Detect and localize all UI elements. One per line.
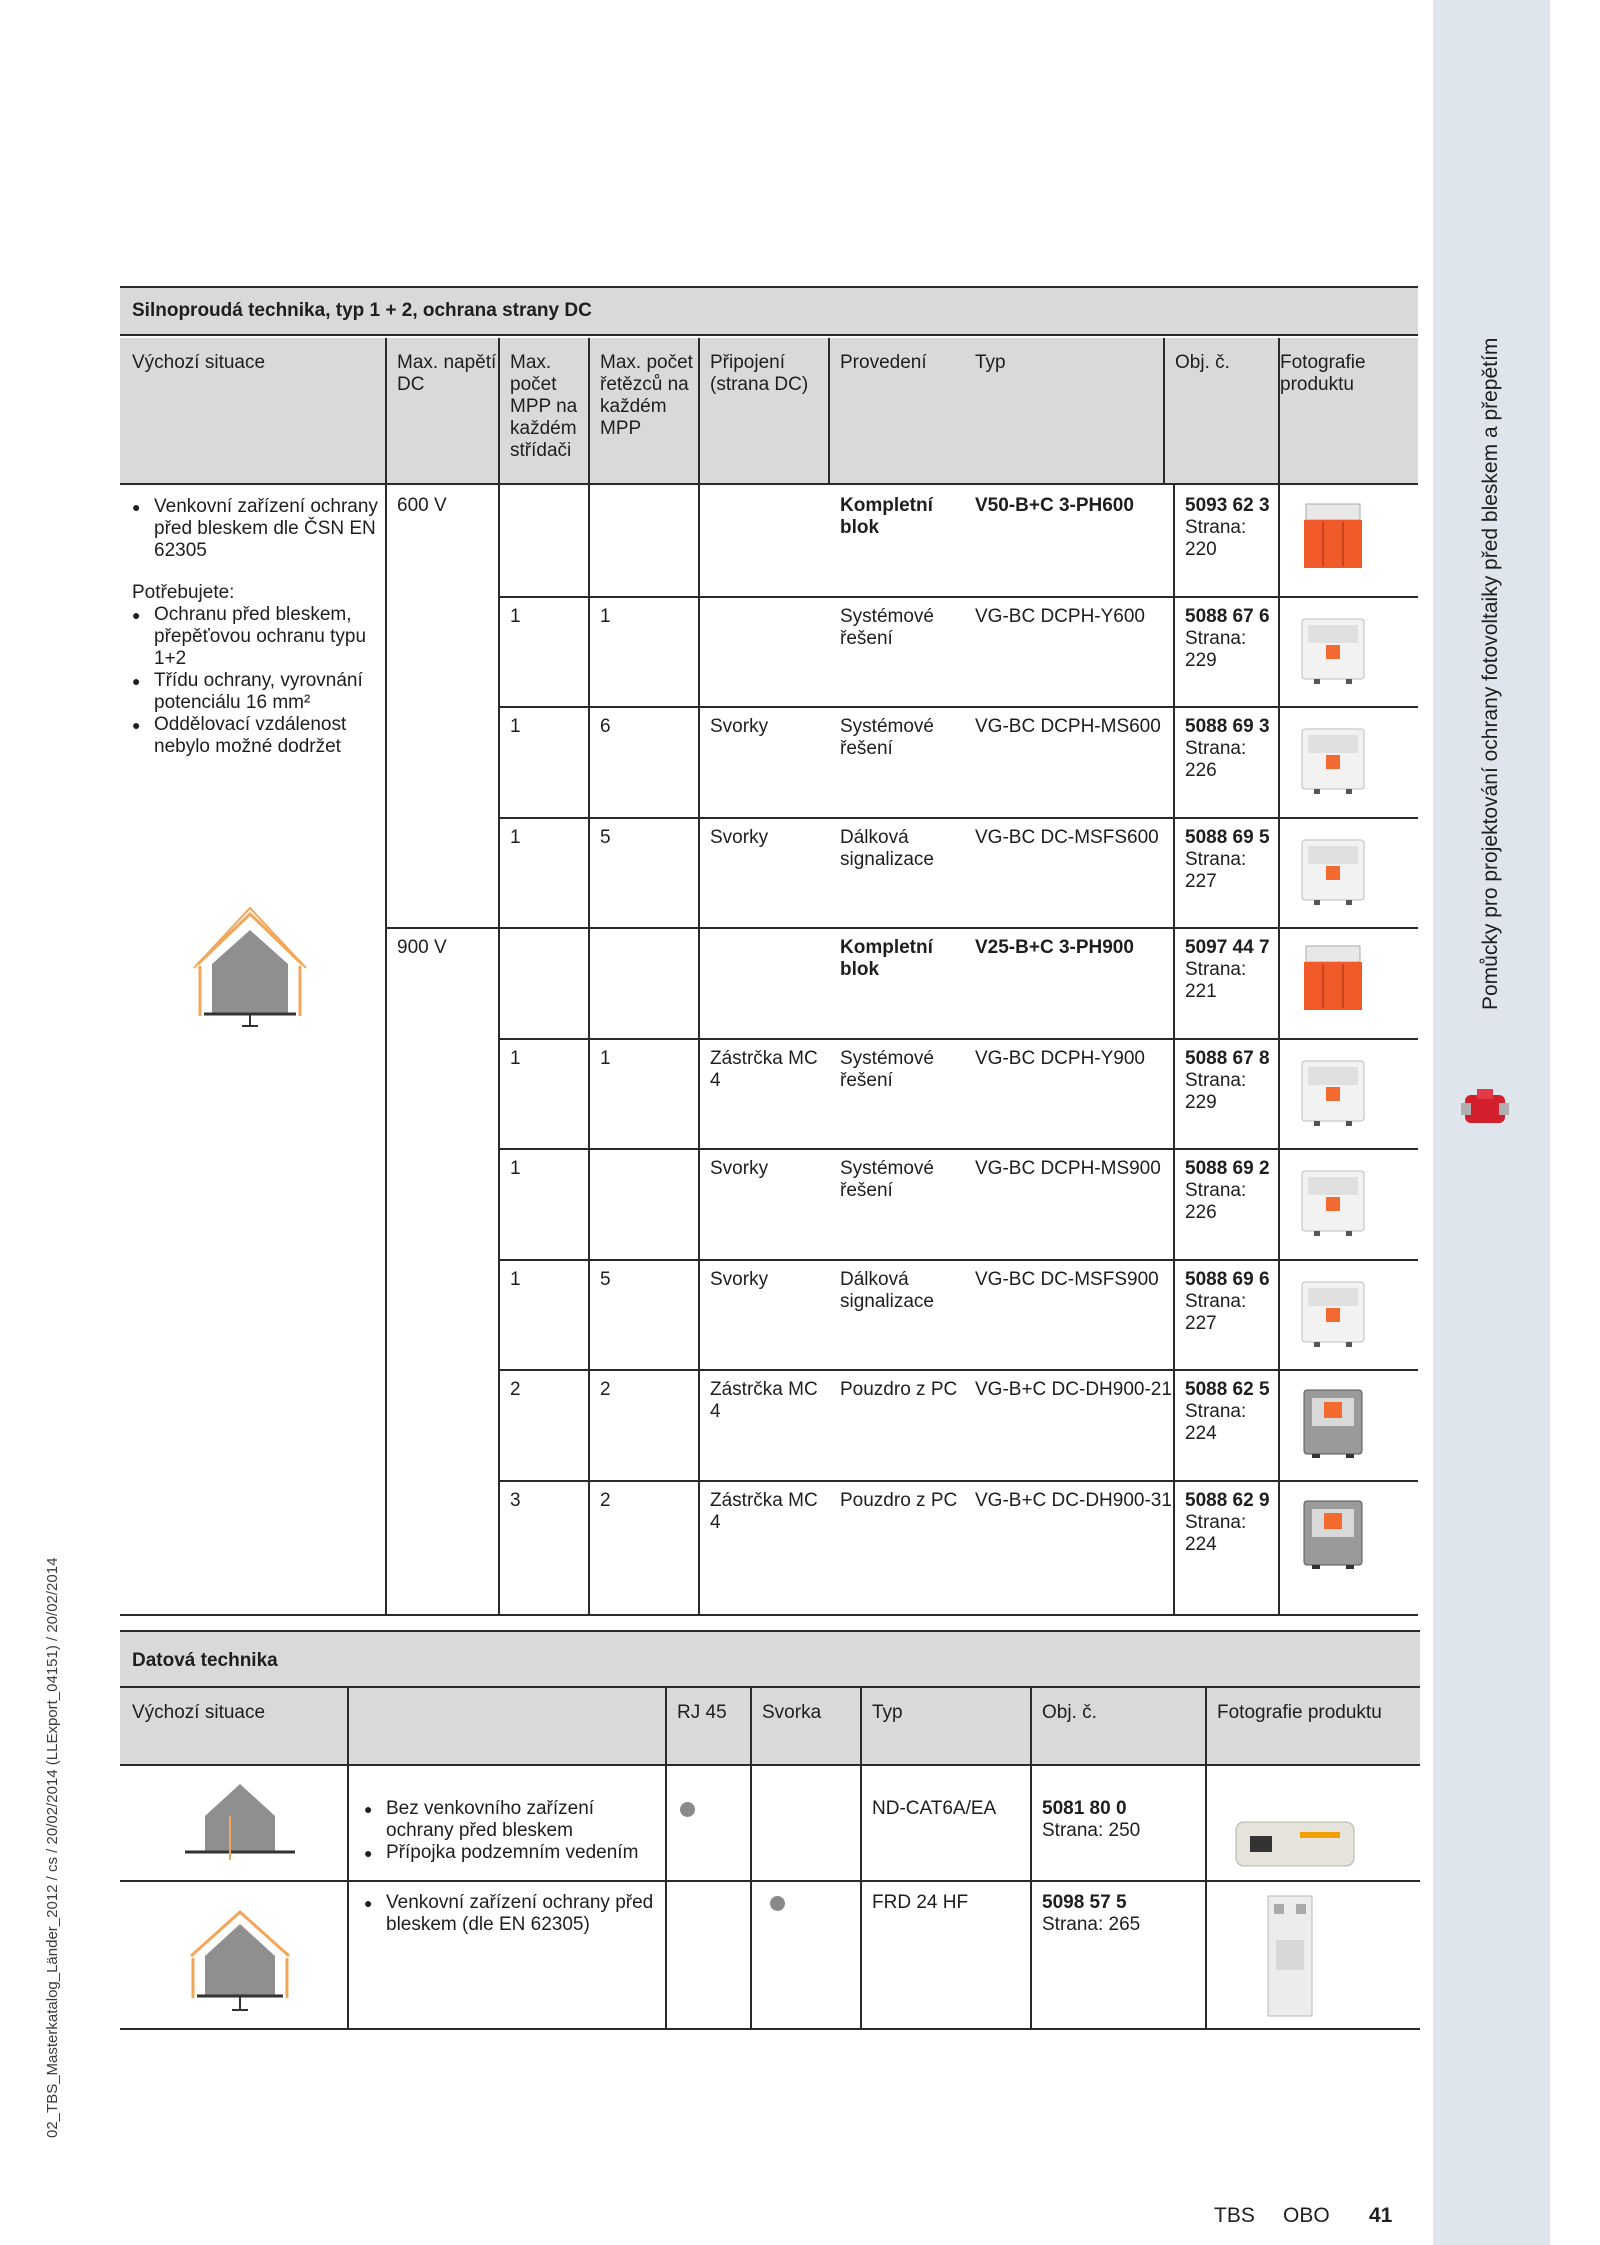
strings-cell: 6 xyxy=(600,716,611,737)
network-protector-photo xyxy=(1230,1810,1360,1880)
catalog-page: Strana: 221 xyxy=(1185,959,1247,1002)
din-module-photo xyxy=(1260,1892,1320,2020)
catalog-page: Strana: 250 xyxy=(1042,1820,1141,1841)
order-number: 5088 62 5 xyxy=(1185,1379,1270,1400)
design-cell: Kompletní blok xyxy=(840,937,933,980)
header-photo: Fotografie produktu xyxy=(1280,352,1366,395)
type-cell: VG-BC DC-MSFS600 xyxy=(975,826,1159,848)
row-divider xyxy=(498,1259,1418,1261)
power-table xyxy=(120,286,1418,1616)
catalog-page: Strana: 226 xyxy=(1185,1180,1247,1223)
connection-cell: Zástrčka MC 4 xyxy=(710,1379,818,1422)
catalog-page: Strana: 227 xyxy=(1185,848,1247,892)
design-cell: Dálková signalizace xyxy=(840,826,934,870)
situation-item: ● Přípojka podzemním vedením xyxy=(364,1842,662,1864)
grid-line xyxy=(1278,338,1280,1616)
header-rj45: RJ 45 xyxy=(677,1702,727,1723)
footer-brand: OBO xyxy=(1283,2204,1330,2227)
type-cell: VG-BC DCPH-MS600 xyxy=(975,716,1161,737)
connection-cell: Zástrčka MC 4 xyxy=(710,1047,818,1091)
mpp-cell: 1 xyxy=(510,826,521,848)
header-connection: Připojení (strana DC) xyxy=(710,352,809,395)
connection-cell: Svorky xyxy=(710,1158,769,1179)
design-cell: Pouzdro z PC xyxy=(840,1489,958,1511)
catalog-page: Strana: 229 xyxy=(1185,627,1247,671)
grid-line xyxy=(828,338,830,485)
row-divider xyxy=(498,817,1418,819)
grid-line xyxy=(1163,338,1165,485)
mpp-cell: 1 xyxy=(510,716,521,737)
grid-line xyxy=(1030,1688,1032,2030)
house-lightning-icon xyxy=(185,1908,295,2016)
order-number: 5088 69 3 xyxy=(1185,716,1270,737)
type-cell: FRD 24 HF xyxy=(872,1892,969,1913)
grid-line xyxy=(347,1688,349,2030)
type-cell: V25-B+C 3-PH900 xyxy=(975,937,1134,958)
situation-intro: ● Venkovní zařízení ochrany před bleskem dle ČSN EN 62305 xyxy=(132,496,382,562)
header-strings: Max. počet řetězců na každém MPP xyxy=(600,352,693,439)
order-number: 5093 62 3 xyxy=(1185,495,1270,516)
grid-line xyxy=(385,338,387,1616)
catalog-page: Strana: 226 xyxy=(1185,738,1247,781)
row-divider xyxy=(385,927,1418,929)
orange-arrester-photo xyxy=(1298,500,1368,575)
order-number: 5081 80 0 xyxy=(1042,1798,1127,1819)
grey-case-photo xyxy=(1298,1384,1368,1459)
order-number: 5088 69 2 xyxy=(1185,1158,1270,1179)
header-situation: Výchozí situace xyxy=(132,352,266,373)
white-box-photo xyxy=(1298,1053,1368,1128)
white-box-photo xyxy=(1298,1274,1368,1349)
need-item: ● Třídu ochrany, vyrovnání potenciálu 16 mm² xyxy=(132,670,382,714)
type-cell: VG-BC DC-MSFS900 xyxy=(975,1268,1159,1290)
grid-line xyxy=(588,338,590,1616)
table-bottom-rule xyxy=(120,1614,1418,1616)
power-table-title: Silnoproudá technika, typ 1 + 2, ochrana strany DC xyxy=(120,286,1418,336)
header-photo: Fotografie produktu xyxy=(1217,1702,1382,1723)
mpp-cell: 1 xyxy=(510,1158,521,1179)
grey-case-photo xyxy=(1298,1495,1368,1570)
order-number: 5088 62 9 xyxy=(1185,1489,1270,1511)
row-divider xyxy=(498,706,1418,708)
row-divider xyxy=(498,596,1418,598)
voltage-cell: 900 V xyxy=(397,937,447,958)
voltage-cell: 600 V xyxy=(397,495,447,516)
grid-line xyxy=(665,1688,667,2030)
white-box-photo xyxy=(1298,611,1368,686)
grid-line xyxy=(750,1688,752,2030)
strings-cell: 1 xyxy=(600,605,611,627)
mpp-cell: 1 xyxy=(510,1268,521,1290)
data-row-situation xyxy=(352,1798,662,1864)
strings-cell: 5 xyxy=(600,1268,611,1290)
type-cell: VG-BC DCPH-Y600 xyxy=(975,605,1145,627)
connection-cell: Svorky xyxy=(710,1268,769,1290)
design-cell: Systémové řešení xyxy=(840,716,934,759)
row-divider xyxy=(498,1480,1418,1482)
power-table-header xyxy=(120,338,1418,485)
grid-line xyxy=(698,338,700,1616)
grid-line xyxy=(860,1688,862,2030)
strings-cell: 5 xyxy=(600,826,611,848)
orange-arrester-photo xyxy=(1298,942,1368,1017)
header-terminal: Svorka xyxy=(762,1702,822,1723)
design-cell: Systémové řešení xyxy=(840,605,934,649)
strings-cell: 2 xyxy=(600,1489,611,1511)
white-box-photo xyxy=(1298,721,1368,796)
design-cell: Pouzdro z PC xyxy=(840,1379,958,1400)
sidebar-vertical-title xyxy=(1480,990,1500,1010)
header-mpp: Max. počet MPP na každém střídači xyxy=(510,352,578,461)
need-item: ● Ochranu před bleskem, přepěťovou ochranu typu 1+2 xyxy=(132,604,382,670)
type-cell: ND-CAT6A/EA xyxy=(872,1798,997,1819)
design-cell: Systémové řešení xyxy=(840,1047,934,1091)
catalog-page: Strana: 224 xyxy=(1185,1511,1247,1555)
row-divider xyxy=(498,1148,1418,1150)
catalog-page: Strana: 224 xyxy=(1185,1401,1247,1444)
order-number: 5088 67 6 xyxy=(1185,605,1270,627)
header-obj: Obj. č. xyxy=(1175,352,1230,373)
catalog-page: Strana: 227 xyxy=(1185,1290,1247,1334)
type-cell: VG-B+C DC-DH900-31 xyxy=(975,1489,1172,1511)
data-row-situation xyxy=(352,1892,662,1936)
strings-cell: 1 xyxy=(600,1047,611,1069)
design-cell: Kompletní blok xyxy=(840,495,933,538)
design-cell: Systémové řešení xyxy=(840,1158,934,1201)
grid-line xyxy=(498,338,500,1616)
row-divider xyxy=(120,1880,1420,1882)
print-metadata: 02_TBS_Masterkatalog_Länder_2012 / cs / 20/02/2014 (LLExport_04151) / 20/02/2014 xyxy=(44,1557,61,2138)
footer-section: TBS xyxy=(1214,2204,1255,2227)
mpp-cell: 2 xyxy=(510,1379,521,1400)
catalog-page: Strana: 229 xyxy=(1185,1069,1247,1113)
order-number: 5097 44 7 xyxy=(1185,937,1270,958)
row-divider xyxy=(498,1038,1418,1040)
situation-block xyxy=(120,496,382,758)
type-cell: VG-BC DCPH-Y900 xyxy=(975,1047,1145,1069)
white-box-photo xyxy=(1298,1163,1368,1238)
header-type: Typ xyxy=(872,1702,903,1723)
type-cell: VG-BC DCPH-MS900 xyxy=(975,1158,1161,1179)
data-table-title: Datová technika xyxy=(120,1630,1420,1686)
catalog-page: Strana: 220 xyxy=(1185,517,1247,560)
mpp-cell: 1 xyxy=(510,1047,521,1069)
situation-item: ● Bez venkovního zařízení ochrany před bleskem xyxy=(364,1798,662,1842)
type-cell: V50-B+C 3-PH600 xyxy=(975,495,1134,516)
rj45-marker xyxy=(680,1802,695,1817)
house-underground-icon xyxy=(185,1780,295,1860)
header-situation: Výchozí situace xyxy=(132,1702,266,1723)
terminal-marker xyxy=(770,1896,785,1911)
house-lightning-icon xyxy=(190,906,310,1031)
table-bottom-rule xyxy=(120,2028,1420,2030)
mpp-cell: 1 xyxy=(510,605,521,627)
order-number: 5098 57 5 xyxy=(1042,1892,1127,1913)
grid-line xyxy=(1205,1688,1207,2030)
situation-item: ● Venkovní zařízení ochrany před bleskem (dle EN 62305) xyxy=(364,1892,662,1936)
mpp-cell: 3 xyxy=(510,1489,521,1511)
order-number: 5088 67 8 xyxy=(1185,1047,1270,1069)
type-cell: VG-B+C DC-DH900-21 xyxy=(975,1379,1172,1400)
white-box-photo xyxy=(1298,832,1368,907)
strings-cell: 2 xyxy=(600,1379,611,1400)
needs-title: Potřebujete: xyxy=(132,582,235,603)
connection-cell: Svorky xyxy=(710,826,769,848)
need-item: ● Oddělovací vzdálenost nebylo možné dodržet xyxy=(132,714,382,758)
catalog-page: Strana: 265 xyxy=(1042,1914,1141,1935)
design-cell: Dálková signalizace xyxy=(840,1268,934,1312)
header-voltage: Max. napětí DC xyxy=(397,352,497,395)
connection-cell: Zástrčka MC 4 xyxy=(710,1489,818,1533)
connection-cell: Svorky xyxy=(710,716,769,737)
order-number: 5088 69 6 xyxy=(1185,1268,1270,1290)
data-table-header xyxy=(120,1686,1420,1766)
order-number: 5088 69 5 xyxy=(1185,826,1270,848)
header-type: Typ xyxy=(975,352,1006,373)
page-number: 41 xyxy=(1369,2204,1393,2227)
row-divider xyxy=(498,1369,1418,1371)
header-design: Provedení xyxy=(840,352,927,373)
surge-protector-icon xyxy=(1455,1083,1515,1131)
header-obj: Obj. č. xyxy=(1042,1702,1097,1723)
data-table xyxy=(120,1630,1420,2030)
